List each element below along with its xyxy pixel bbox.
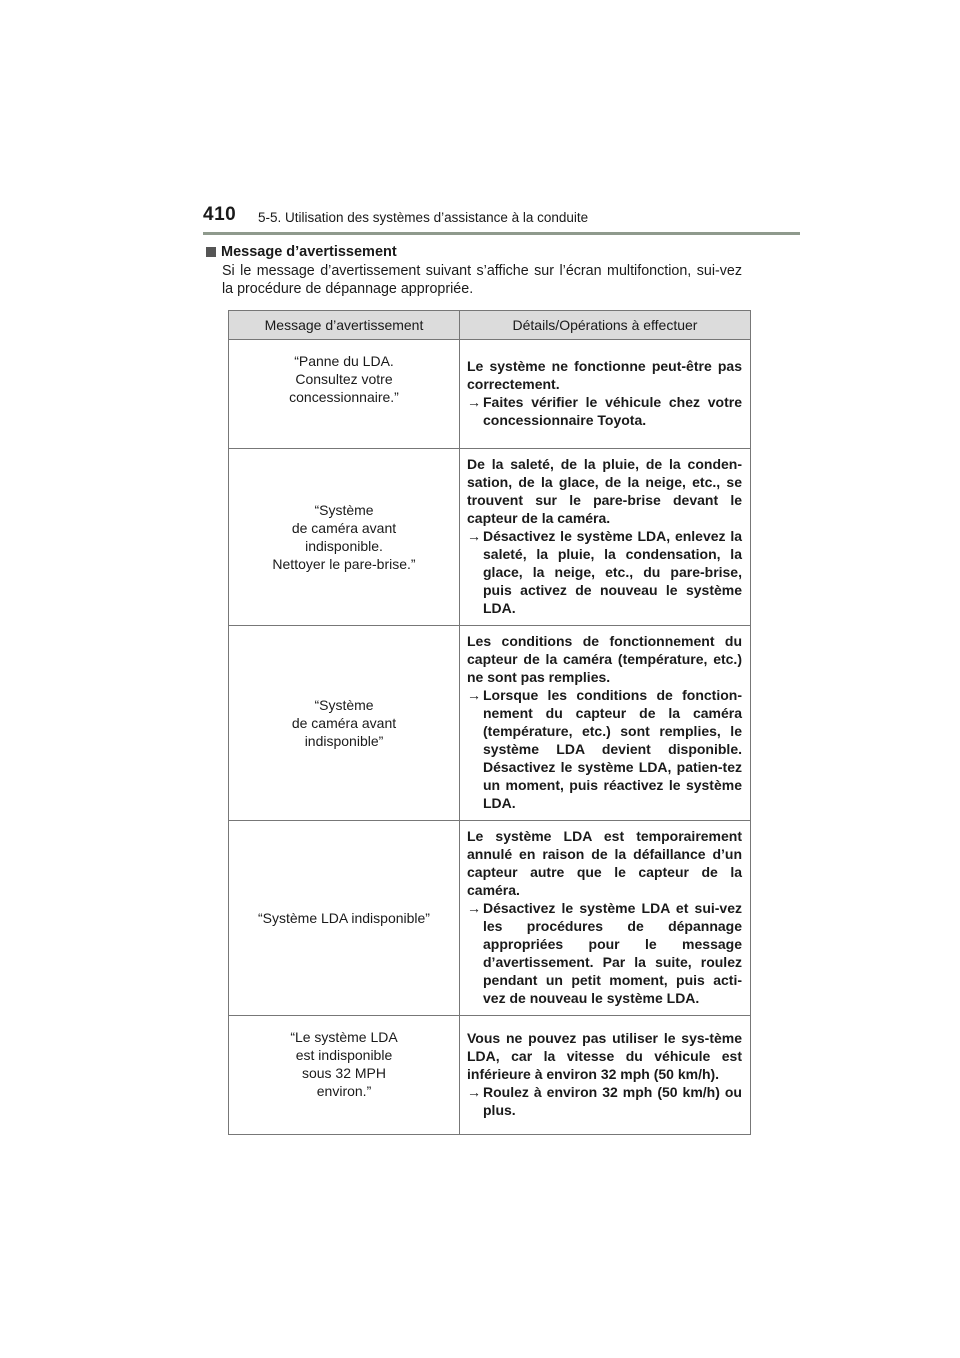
- details-cell: [460, 449, 751, 626]
- action-step: [467, 1083, 742, 1119]
- arrow-icon: →: [467, 1084, 481, 1100]
- details-text: Le système LDA est temporairement annulé en raison de la défaillance d’un capteur autre que le capteur de la caméra.: [467, 828, 742, 898]
- warning-message-cell: “Système de caméra avant indisponible. Nettoyer le pare-brise.”: [229, 449, 460, 626]
- table-header-row: [229, 311, 751, 340]
- action-step: [467, 393, 742, 429]
- section-heading: [206, 244, 397, 260]
- table-row: [229, 340, 751, 449]
- table-row: [229, 1016, 751, 1135]
- details-cell: [460, 626, 751, 821]
- page-number: 410: [203, 204, 237, 225]
- header-divider: [203, 232, 800, 235]
- details-text: Vous ne pouvez pas utiliser le sys-tème LDA, car la vitesse du véhicule est inférieure à environ 32 mph (50 km/h).: [467, 1030, 742, 1082]
- table-row: [229, 449, 751, 626]
- arrow-icon: →: [467, 687, 481, 703]
- details-cell: [460, 1016, 751, 1135]
- chapter-title: 5-5. Utilisation des systèmes d’assistance à la conduite: [258, 210, 589, 225]
- warning-message-cell: “Système LDA indisponible”: [229, 821, 460, 1016]
- details-text: De la saleté, de la pluie, de la conden-sation, de la glace, de la neige, etc., se trouvent sur le pare-brise devant le capteur de la caméra.: [467, 456, 742, 526]
- action-step: [467, 899, 742, 1007]
- arrow-icon: →: [467, 394, 481, 410]
- warning-message-cell: “Panne du LDA. Consultez votre concessionnaire.”: [229, 340, 460, 449]
- warning-message-cell: “Le système LDA est indisponible sous 32 MPH environ.”: [229, 1016, 460, 1135]
- action-step: [467, 686, 742, 812]
- section-heading-text: Message d’avertissement: [221, 244, 397, 260]
- column-header-details: Détails/Opérations à effectuer: [460, 311, 751, 340]
- action-text: Roulez à environ 32 mph (50 km/h) ou plus.: [483, 1084, 742, 1118]
- action-text: Désactivez le système LDA et sui-vez les procédures de dépannage appropriées pour le message d’avertissement. Par la suite, roulez pendant un petit moment, puis acti-vez de nouveau le système LDA.: [483, 900, 742, 1006]
- action-text: Désactivez le système LDA, enlevez la saleté, la pluie, la condensation, la glace, la neige, etc., du pare-brise, puis activez de nouveau le système LDA.: [483, 528, 742, 616]
- action-text: Lorsque les conditions de fonction-nement du capteur de la caméra (température, etc.) sont remplies, le système LDA devient disponible. Désactivez le système LDA, patien-tez un moment, puis réactivez le système LDA.: [483, 687, 742, 811]
- table-row: [229, 821, 751, 1016]
- square-bullet-icon: [206, 247, 216, 257]
- action-step: [467, 527, 742, 617]
- details-text: Le système ne fonctionne peut-être pas correctement.: [467, 358, 742, 392]
- details-text: Les conditions de fonctionnement du capteur de la caméra (température, etc.) ne sont pas remplies.: [467, 633, 742, 685]
- arrow-icon: →: [467, 900, 481, 916]
- column-header-message: Message d’avertissement: [229, 311, 460, 340]
- warning-message-cell: “Système de caméra avant indisponible”: [229, 626, 460, 821]
- arrow-icon: →: [467, 528, 481, 544]
- details-cell: [460, 340, 751, 449]
- intro-paragraph: Si le message d’avertissement suivant s’affiche sur l’écran multifonction, sui-vez la procédure de dépannage appropriée.: [222, 263, 742, 297]
- warning-messages-table: [228, 310, 751, 1135]
- details-cell: [460, 821, 751, 1016]
- table-row: [229, 626, 751, 821]
- action-text: Faites vérifier le véhicule chez votre concessionnaire Toyota.: [483, 394, 742, 428]
